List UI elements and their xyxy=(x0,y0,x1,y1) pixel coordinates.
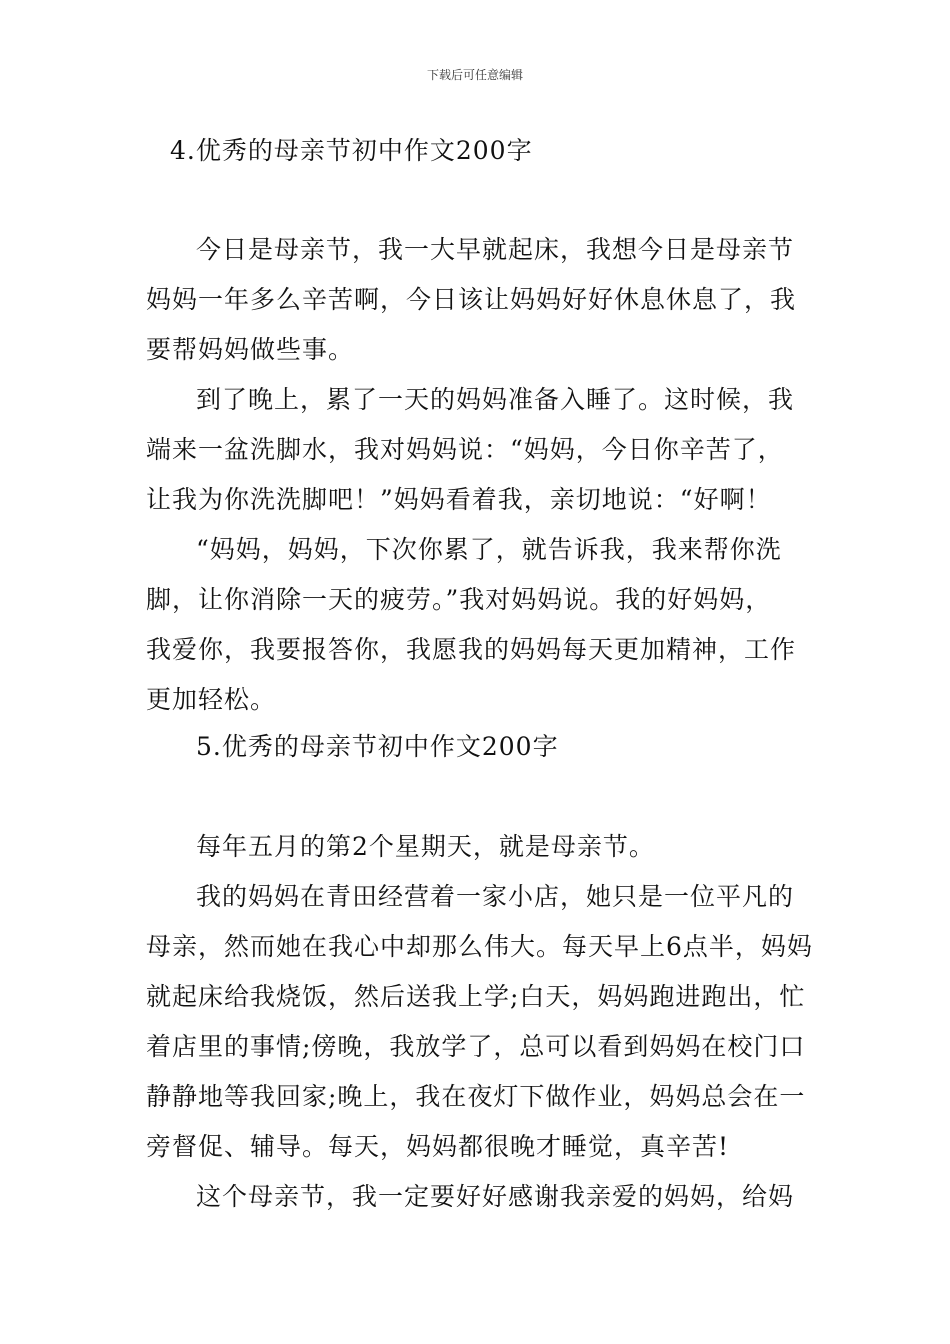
paragraph-line: “妈妈，妈妈，下次你累了，就告诉我，我来帮你洗 xyxy=(196,535,782,564)
paragraph-line: 要帮妈妈做些事。 xyxy=(146,335,355,364)
paragraph-line: 每年五月的第2个星期天，就是母亲节。 xyxy=(196,832,655,861)
paragraph-line: 妈妈一年多么辛苦啊，今日该让妈妈好好休息休息了，我 xyxy=(146,285,797,314)
paragraph-line: 着店里的事情;傍晚，我放学了，总可以看到妈妈在校门口 xyxy=(146,1032,806,1061)
paragraph-line: 静静地等我回家;晚上，我在夜灯下做作业，妈妈总会在一 xyxy=(146,1082,806,1111)
paragraph-line: 我的妈妈在青田经营着一家小店，她只是一位平凡的 xyxy=(196,882,795,911)
paragraph-line: 让我为你洗洗脚吧！”妈妈看着我，亲切地说：“好啊！ xyxy=(146,485,772,514)
section-4-heading: 4.优秀的母亲节初中作文200字 xyxy=(170,136,533,165)
paragraph-line: 旁督促、辅导。每天，妈妈都很晚才睡觉，真辛苦! xyxy=(146,1132,730,1161)
paragraph-line: 脚，让你消除一天的疲劳。”我对妈妈说。我的好妈妈， xyxy=(146,585,772,614)
paragraph-line: 就起床给我烧饭，然后送我上学;白天，妈妈跑进跑出，忙 xyxy=(146,982,806,1011)
section-5-heading: 5.优秀的母亲节初中作文200字 xyxy=(196,732,559,761)
paragraph-line: 更加轻松。 xyxy=(146,685,277,714)
paragraph-line: 母亲，然而她在我心中却那么伟大。每天早上6点半，妈妈 xyxy=(146,932,813,961)
paragraph-line: 这个母亲节，我一定要好好感谢我亲爱的妈妈，给妈 xyxy=(196,1182,795,1211)
paragraph-line: 端来一盆洗脚水，我对妈妈说：“妈妈，今日你辛苦了， xyxy=(146,435,784,464)
paragraph-line: 今日是母亲节，我一大早就起床，我想今日是母亲节 xyxy=(196,235,795,264)
page-header: 下载后可任意编辑 xyxy=(426,68,523,82)
paragraph-line: 我爱你，我要报答你，我愿我的妈妈每天更加精神，工作 xyxy=(146,635,797,664)
paragraph-line: 到了晚上，累了一天的妈妈准备入睡了。这时候，我 xyxy=(196,385,795,414)
